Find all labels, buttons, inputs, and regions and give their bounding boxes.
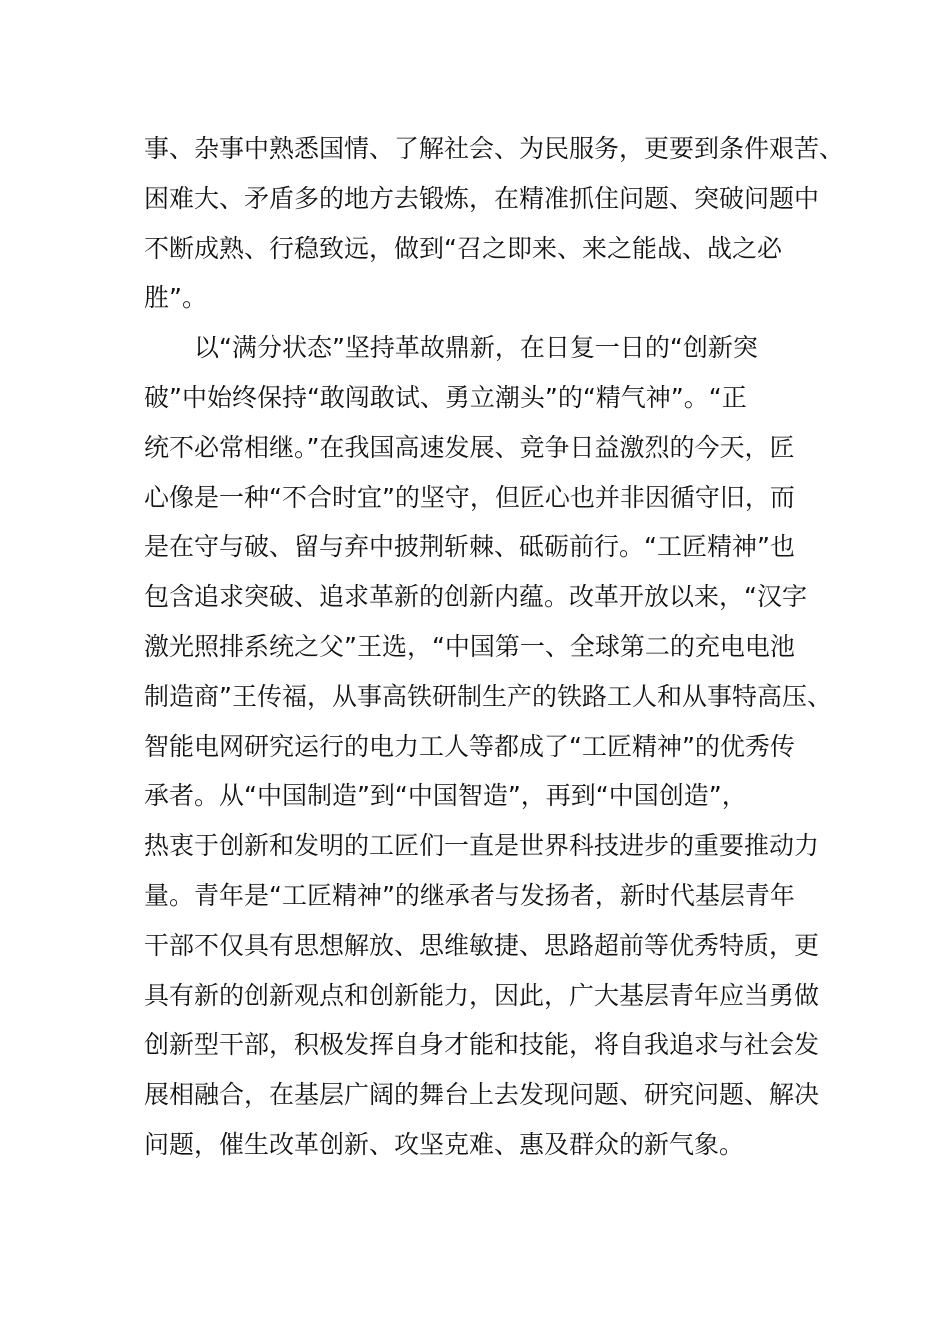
paragraph-line: 创新型干部，积极发挥自身才能和技能，将自我追求与社会发 — [144, 1030, 820, 1060]
paragraph-line: 包含追求突破、追求革新的创新内蕴。改革开放以来，“汉字 — [144, 582, 807, 612]
document-body — [144, 124, 845, 1170]
paragraph-line: 承者。从“中国制造”到“中国智造”，再到“中国创造”， — [144, 781, 747, 811]
paragraph-line: 热衷于创新和发明的工匠们一直是世界科技进步的重要推动力 — [144, 831, 820, 861]
paragraph-line: 激光照排系统之父”王选，“中国第一、全球第二的充电电池 — [144, 631, 795, 661]
paragraph-line: 是在守与破、留与弃中披荆斩棘、砥砺前行。“工匠精神”也 — [144, 532, 795, 562]
paragraph-1 — [144, 124, 845, 323]
paragraph-line: 具有新的创新观点和创新能力，因此，广大基层青年应当勇做 — [144, 980, 820, 1010]
paragraph-line: 胜”。 — [144, 283, 207, 313]
paragraph-line: 不断成熟、行稳致远，做到“召之即来、来之能战、战之必 — [144, 233, 782, 263]
paragraph-line: 问题，催生改革创新、攻坚克难、惠及群众的新气象。 — [144, 1129, 745, 1159]
paragraph-line: 制造商”王传福，从事高铁研制生产的铁路工人和从事特高压、 — [144, 681, 832, 711]
paragraph-line: 统不必常相继。”在我国高速发展、竞争日益激烈的今天，匠 — [144, 432, 795, 462]
paragraph-line: 以“满分状态”坚持革故鼎新，在日复一日的“创新突 — [144, 333, 758, 363]
paragraph-line: 展相融合，在基层广阔的舞台上去发现问题、研究问题、解决 — [144, 1080, 820, 1110]
paragraph-line: 量。青年是“工匠精神”的继承者与发扬者，新时代基层青年 — [144, 880, 795, 910]
paragraph-line: 智能电网研究运行的电力工人等都成了“工匠精神”的优秀传 — [144, 731, 795, 761]
paragraph-line: 心像是一种“不合时宜”的坚守，但匠心也并非因循守旧，而 — [144, 482, 795, 512]
paragraph-line: 干部不仅具有思想解放、思维敏捷、思路超前等优秀特质，更 — [144, 930, 820, 960]
paragraph-line: 困难大、矛盾多的地方去锻炼，在精准抓住问题、突破问题中 — [144, 183, 820, 213]
paragraph-2 — [144, 323, 832, 1170]
paragraph-line: 事、杂事中熟悉国情、了解社会、为民服务，更要到条件艰苦、 — [144, 134, 845, 163]
paragraph-line: 破”中始终保持“敢闯敢试、勇立潮头”的“精气神”。“正 — [144, 382, 747, 412]
